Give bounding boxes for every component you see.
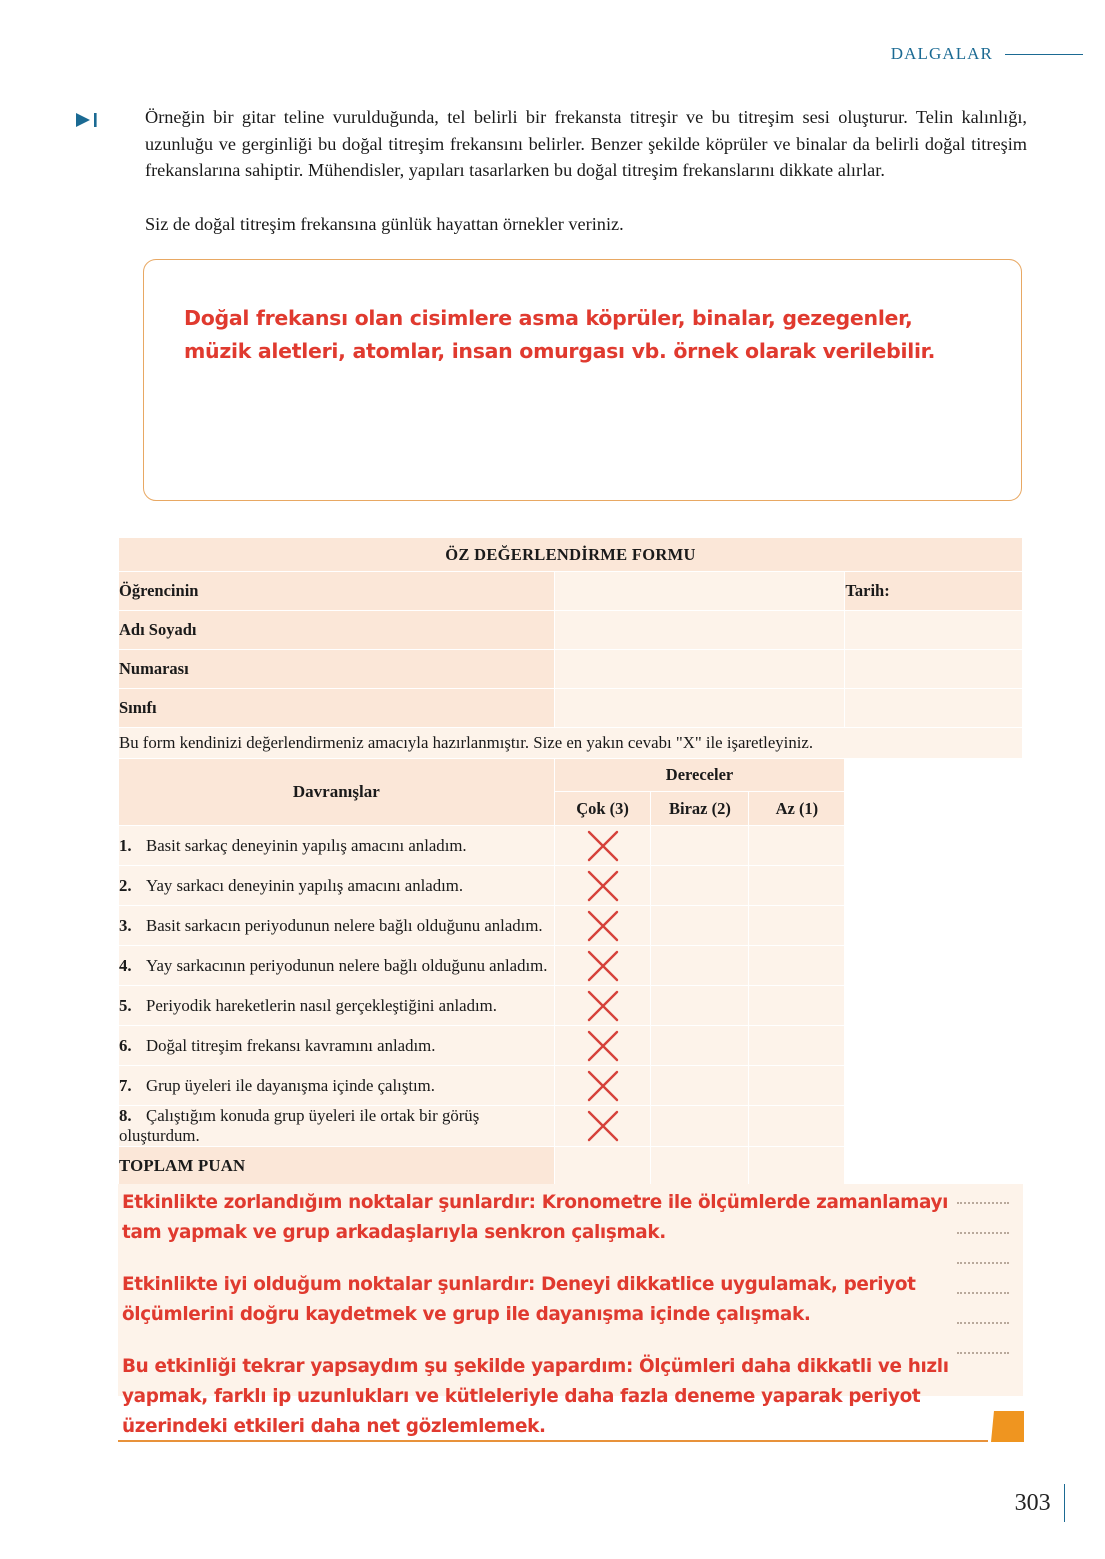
- student-row-date-3[interactable]: [845, 689, 1023, 728]
- x-mark-icon: [586, 989, 620, 1023]
- total-value-cok[interactable]: [554, 1147, 651, 1186]
- item-number: 2.: [119, 875, 132, 895]
- table-row: [119, 689, 1023, 728]
- criterion-item-3: [119, 906, 555, 946]
- criterion-item-7: [119, 1066, 555, 1106]
- footer-rule: [118, 1440, 988, 1442]
- rating-cell-biraz-6[interactable]: [651, 1026, 749, 1066]
- item-text: Doğal titreşim frekansı kavramını anladım.: [146, 1035, 436, 1055]
- x-mark-icon: [586, 1069, 620, 1103]
- rating-cell-cok-6[interactable]: [554, 1026, 651, 1066]
- table-row: [119, 650, 1023, 689]
- rating-cell-az-1[interactable]: [749, 826, 845, 866]
- student-row-label-0: Öğrencinin: [119, 572, 555, 611]
- date-label: Tarih:: [845, 572, 1023, 611]
- criterion-item-1: [119, 826, 555, 866]
- rating-column-1: Biraz (2): [651, 792, 749, 826]
- rating-cell-az-5[interactable]: [749, 986, 845, 1026]
- item-number: 5.: [119, 995, 132, 1015]
- criteria-header-row: [119, 759, 1023, 792]
- play-triangle-marker-icon: [76, 112, 102, 128]
- student-row-label-3: Sınıfı: [119, 689, 555, 728]
- x-mark-icon: [586, 1029, 620, 1063]
- rating-column-2: Az (1): [749, 792, 845, 826]
- form-instruction: Bu form kendinizi değerlendirmeniz amacıyla hazırlanmıştır. Size en yakın cevabı "X" ile işaretleyiniz.: [119, 728, 1023, 759]
- item-text: Yay sarkacı deneyinin yapılış amacını anladım.: [146, 875, 464, 895]
- criterion-item-8: [119, 1106, 555, 1147]
- page-number: [1015, 1484, 1065, 1522]
- total-label: TOPLAM PUAN: [119, 1147, 555, 1186]
- rating-cell-az-6[interactable]: [749, 1026, 845, 1066]
- rating-cell-cok-2[interactable]: [554, 866, 651, 906]
- item-text: Grup üyeleri ile dayanışma içinde çalıştım.: [146, 1075, 435, 1095]
- rating-cell-cok-1[interactable]: [554, 826, 651, 866]
- item-number: 1.: [119, 835, 132, 855]
- page-header: [891, 44, 1083, 64]
- form-title-row: [119, 538, 1023, 572]
- response-text-2: Etkinlikte iyi olduğum noktalar şunlardır: Deneyi dikkatlice uygulamak, periyot ölçümlerini doğru kaydetmek ve grup ile dayanışma içinde çalışmak.: [122, 1274, 916, 1325]
- item-number: 8.: [119, 1106, 132, 1125]
- rating-cell-biraz-8[interactable]: [651, 1106, 749, 1147]
- criterion-item-4: [119, 946, 555, 986]
- rating-column-0: Çok (3): [554, 792, 651, 826]
- total-row: [119, 1147, 1023, 1186]
- x-mark-icon: [586, 869, 620, 903]
- student-row-date-1[interactable]: [845, 611, 1023, 650]
- x-mark-icon: [586, 829, 620, 863]
- rating-cell-biraz-3[interactable]: [651, 906, 749, 946]
- student-row-value-2[interactable]: [554, 650, 845, 689]
- student-row-label-1: Adı Soyadı: [119, 611, 555, 650]
- rating-cell-az-8[interactable]: [749, 1106, 845, 1147]
- intro-section: [76, 104, 1026, 237]
- response-text-3: Bu etkinliği tekrar yapsaydım şu şekilde yapardım: Ölçümleri daha dikkatli ve hızlı yapmak, farklı ip uzunlukları ve kütleleriyle daha fazla deneme yaparak periyot üzerindeki etkileri daha net gözlemlemek.: [122, 1356, 949, 1437]
- student-row-label-2: Numarası: [119, 650, 555, 689]
- x-mark-icon: [586, 1109, 620, 1143]
- rating-cell-cok-8[interactable]: [554, 1106, 651, 1147]
- rating-cell-cok-4[interactable]: [554, 946, 651, 986]
- item-number: 7.: [119, 1075, 132, 1095]
- x-mark-icon: [586, 909, 620, 943]
- intro-paragraph: Örneğin bir gitar teline vurulduğunda, tel belirli bir frekansta titreşir ve bu titreşim sesi oluşturur. Telin kalınlığı, uzunluğu ve gerginliği bu doğal titreşim frekansını belirler. Benzer şekilde köprüler ve binalar da belirli doğal titreşim frekanslarına sahiptir. Mühendisler, yapıları tasarlarken bu doğal titreşim frekanslarını dikkate alırlar.: [145, 107, 1027, 181]
- header-title: DALGALAR: [890, 44, 993, 63]
- criteria-header: Davranışlar: [119, 759, 555, 826]
- response-text-1: Etkinlikte zorlandığım noktalar şunlardır: Kronometre ile ölçümlerde zamanlamayı tam yapmak ve grup arkadaşlarıyla senkron çalışmak.: [122, 1192, 949, 1243]
- rating-cell-az-2[interactable]: [749, 866, 845, 906]
- item-text: Basit sarkacın periyodunun nelere bağlı olduğunu anladım.: [146, 915, 543, 935]
- table-row: [119, 1066, 1023, 1106]
- header-rule: [1005, 54, 1083, 55]
- table-row: [119, 1026, 1023, 1066]
- table-row: [119, 1106, 1023, 1147]
- item-number: 3.: [119, 915, 132, 935]
- student-row-value-0[interactable]: [554, 572, 845, 611]
- instruction-row: [119, 728, 1023, 759]
- rating-cell-biraz-2[interactable]: [651, 866, 749, 906]
- x-mark-icon: [586, 949, 620, 983]
- table-row: [119, 866, 1023, 906]
- student-row-date-2[interactable]: [845, 650, 1023, 689]
- response-text-group: [122, 1188, 982, 1442]
- form-title: ÖZ DEĞERLENDİRME FORMU: [119, 538, 1023, 572]
- table-row: [119, 946, 1023, 986]
- item-number: 6.: [119, 1035, 132, 1055]
- rating-cell-biraz-7[interactable]: [651, 1066, 749, 1106]
- total-value-az[interactable]: [749, 1147, 845, 1186]
- rating-cell-cok-3[interactable]: [554, 906, 651, 946]
- ratings-header: Dereceler: [554, 759, 845, 792]
- student-row-value-1[interactable]: [554, 611, 845, 650]
- item-text: Çalıştığım konuda grup üyeleri ile ortak bir görüş oluşturdum.: [119, 1106, 480, 1145]
- rating-cell-az-7[interactable]: [749, 1066, 845, 1106]
- rating-cell-az-3[interactable]: [749, 906, 845, 946]
- table-row: [119, 611, 1023, 650]
- self-assessment-form: [118, 537, 1023, 1186]
- page-number-rule: [1064, 1484, 1065, 1522]
- item-number: 4.: [119, 955, 132, 975]
- table-row: [119, 572, 1023, 611]
- rating-cell-cok-5[interactable]: [554, 986, 651, 1026]
- table-row: [119, 986, 1023, 1026]
- rating-cell-biraz-5[interactable]: [651, 986, 749, 1026]
- student-row-value-3[interactable]: [554, 689, 845, 728]
- item-text: Basit sarkaç deneyinin yapılış amacını anladım.: [146, 835, 467, 855]
- footer-flag-shape: [991, 1411, 1024, 1442]
- item-text: Yay sarkacının periyodunun nelere bağlı olduğunu anladım.: [146, 955, 548, 975]
- table-row: [119, 826, 1023, 866]
- rating-cell-biraz-1[interactable]: [651, 826, 749, 866]
- criterion-item-6: [119, 1026, 555, 1066]
- criterion-item-5: [119, 986, 555, 1026]
- free-response-area[interactable]: [118, 1184, 1023, 1437]
- answer-box-text: Doğal frekansı olan cisimlere asma köprüler, binalar, gezegenler, müzik aletleri, atomlar, insan omurgası vb. örnek olarak verilebilir.: [184, 306, 936, 363]
- rating-cell-az-4[interactable]: [749, 946, 845, 986]
- rating-cell-cok-7[interactable]: [554, 1066, 651, 1106]
- rating-cell-biraz-4[interactable]: [651, 946, 749, 986]
- intro-question: Siz de doğal titreşim frekansına günlük hayattan örnekler veriniz.: [145, 213, 624, 234]
- table-row: [119, 906, 1023, 946]
- total-value-biraz[interactable]: [651, 1147, 749, 1186]
- answer-box[interactable]: [143, 259, 1022, 501]
- page-number-text: 303: [1014, 1489, 1051, 1516]
- item-text: Periyodik hareketlerin nasıl gerçekleştiğini anladım.: [146, 995, 497, 1015]
- criterion-item-2: [119, 866, 555, 906]
